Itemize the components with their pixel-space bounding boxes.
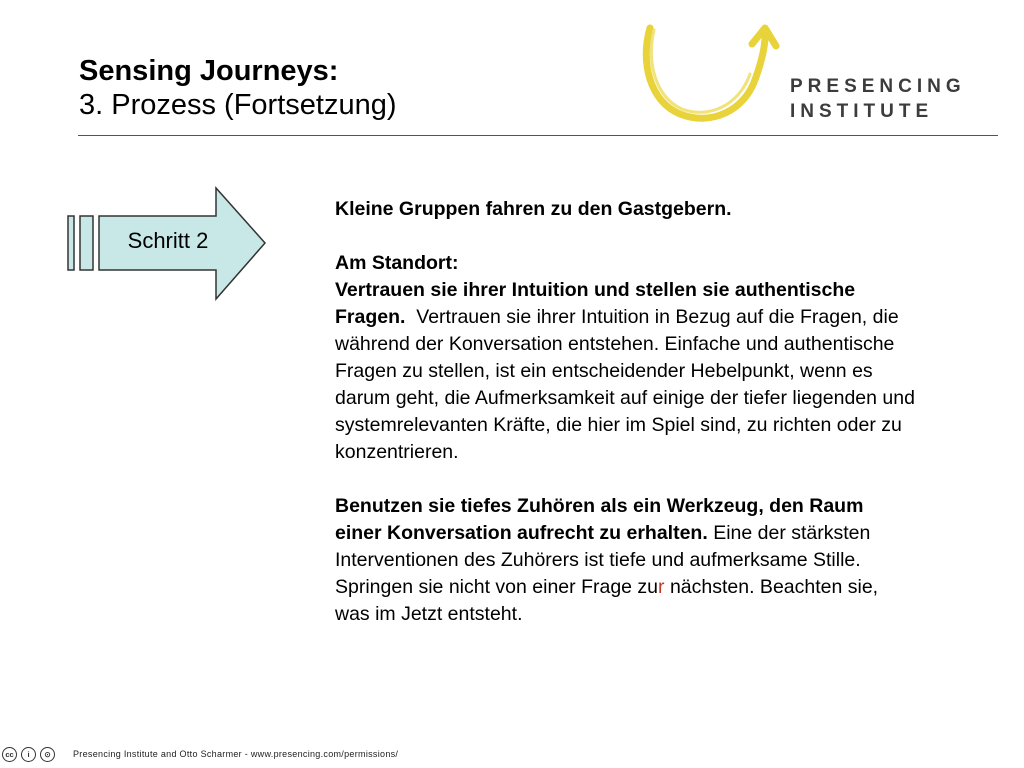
- step-label: Schritt 2: [127, 228, 209, 253]
- cc-icon: cc: [2, 747, 17, 762]
- paragraph-3-red-letter: r: [658, 576, 665, 598]
- title-block: [79, 54, 397, 122]
- logo-text-line2: INSTITUTE: [790, 101, 934, 122]
- footer: [2, 745, 398, 763]
- header-divider: [78, 135, 998, 136]
- paragraph-2-bold: Vertrauen sie ihrer Intuition und stellen sie authentische Fragen.: [335, 279, 856, 328]
- paragraph-gap: [335, 223, 915, 250]
- footer-text: Presencing Institute and Otto Scharmer - www.presencing.com/permissions/: [73, 749, 399, 759]
- attribution-icon: i: [21, 747, 36, 762]
- paragraph-3-bold: Benutzen sie tiefes Zuhören als ein Werkzeug, den Raum einer Konversation aufrecht zu erhalten.: [335, 495, 864, 544]
- slide-title: Sensing Journeys:: [79, 55, 339, 87]
- paragraph-3-text-a: Eine der stärksten Interventionen des Zuhörers ist tiefe und aufmerksame Stille. Springen sie nicht von einer Frage zu: [335, 522, 871, 598]
- paragraph-2: [335, 277, 915, 466]
- paragraph-gap: [335, 466, 915, 493]
- paragraph-3: [335, 493, 915, 628]
- paragraph-2-text: Vertrauen sie ihrer Intuition in Bezug auf die Fragen, die während der Konversation entstehen. Einfache und authentische Fragen zu stellen, ist ein entscheidender Hebelpunkt, wenn es darum geht, die Aufmerksamkeit auf einige der tiefer liegenden und systemrelevanten Kräfte, die hier im Spiel sind, zu richten oder zu konzentrieren.: [335, 306, 915, 463]
- paragraph-2-heading: Am Standort:: [335, 252, 459, 274]
- paragraph-1: Kleine Gruppen fahren zu den Gastgebern.: [335, 198, 732, 220]
- paragraph-3-text-b: nächsten. Beachten sie, was im Jetzt entsteht.: [335, 576, 879, 625]
- logo-text-line1: PRESENCING: [790, 76, 966, 97]
- share-alike-icon: ⊙: [40, 747, 55, 762]
- slide-subtitle: 3. Prozess (Fortsetzung): [79, 89, 397, 121]
- body-text: [335, 196, 915, 628]
